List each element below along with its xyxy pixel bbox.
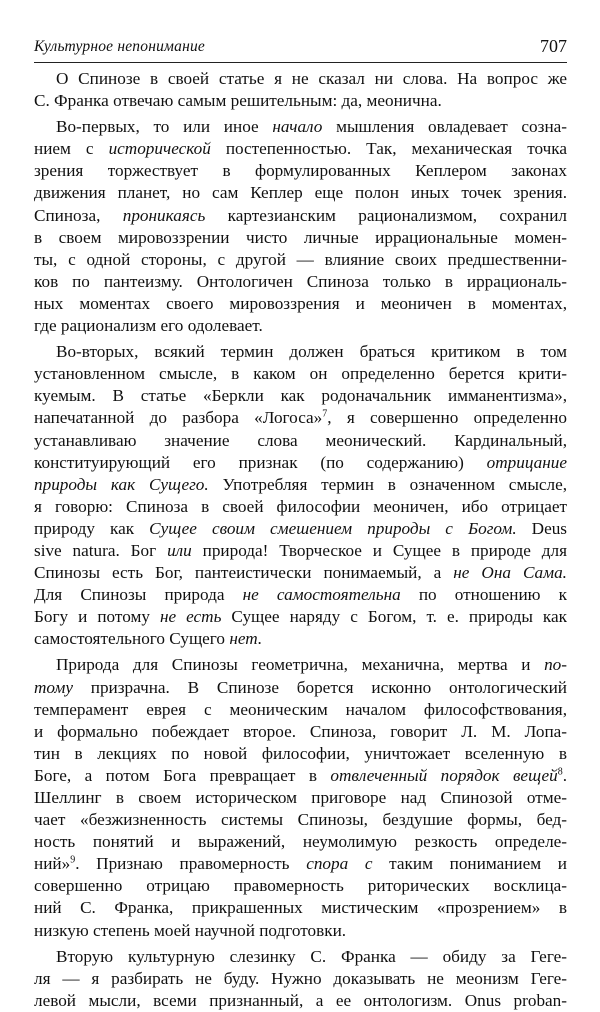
text-line: конституирующий его признак (по содержанию) отрицание bbox=[34, 452, 567, 472]
text-line: низкую степень моей научной подготовки. bbox=[34, 920, 347, 940]
text-line: ний»$^9$. Признаю правомерность спора с таким пониманием и bbox=[34, 854, 567, 874]
text-line: Во-вторых, всякий термин должен браться критиком в том bbox=[56, 342, 567, 362]
text-line: тому призрачна. В Спинозе борется исконно онтологический bbox=[34, 677, 567, 697]
text-line: куемым. В статье «Беркли как родоначальник имманентизма», bbox=[34, 386, 567, 406]
text-line: устанавливаю значение слова меонический. Кардинальный, bbox=[34, 430, 567, 450]
paragraph-4 bbox=[34, 654, 567, 941]
text-line: Богу и потому не есть Сущее наряду с Богом, т. е. природы как bbox=[34, 607, 567, 627]
text-line: самостоятельного Сущего нет. bbox=[34, 629, 263, 649]
running-title: Культурное непонимание bbox=[34, 38, 205, 55]
text-line: О Спинозе в своей статье я не сказал ни слова. На вопрос же bbox=[56, 69, 567, 88]
text-line: тин в лекциях по новой философии, уничтожает вселенную в bbox=[34, 743, 567, 763]
text-line: Спиноза, проникаясь картезианским рационализмом, сохранил bbox=[34, 205, 567, 225]
text-line: sive natura. Бог или природа! Творческое и Сущее в природе для bbox=[34, 540, 567, 560]
page-body bbox=[34, 68, 567, 1012]
text-line: Во-первых, то или иное начало мышления овладевает созна- bbox=[56, 117, 567, 137]
text-line: природы как Сущего. Употребляя термин в означенном смысле, bbox=[34, 474, 567, 494]
paragraph-3 bbox=[34, 341, 567, 650]
text-line: напечатанной до разбора «Логоса»$^7$, я совершенно определенно bbox=[34, 408, 567, 428]
text-line: я говорю: Спиноза в своей философии меоничен, ибо отрицает bbox=[34, 496, 567, 516]
text-line: зрения торжествует в формулированных Кеплером законах bbox=[34, 161, 567, 181]
text-line: Спинозы есть Бог, пантеистически понимаемый, а не Она Сама. bbox=[34, 563, 567, 583]
text-line: чает «безжизненность системы Спинозы, бездушие формы, бед- bbox=[34, 810, 567, 830]
text-line: ков по пантеизму. Онтологичен Спиноза только в иррациональ- bbox=[34, 271, 567, 291]
text-line: Шеллинг в своем историческом приговоре над Спинозой отме- bbox=[34, 788, 567, 807]
footnote-ref: 7 bbox=[322, 408, 328, 420]
text-line: темперамент еврея с меоническим началом философствования, bbox=[34, 699, 567, 719]
text-line: где рационализм его одолевает. bbox=[34, 316, 263, 336]
text-line: ных моментах своего мировоззрения и меоничен в моментах, bbox=[34, 293, 567, 313]
text-line: природу как Сущее своим смешением природы с Богом. Deus bbox=[34, 518, 567, 538]
text-line: ность понятий и выражений, неумолимую резкость определе- bbox=[34, 832, 567, 852]
text-line: ний С. Франка, прикрашенных мистическим «прозрением» в bbox=[34, 898, 567, 918]
text-line: нием с исторической постепенностью. Так, механическая точка bbox=[34, 139, 567, 159]
paragraph-1 bbox=[34, 68, 567, 112]
text-line: левой мысли, всеми признанный, а ее онтологизм. Onus proban- bbox=[34, 990, 567, 1010]
text-line: совершенно отрицаю правомерность риторических восклица- bbox=[34, 876, 567, 896]
header-rule bbox=[34, 62, 567, 63]
text-line: Вторую культурную слезинку С. Франка — обиду за Геге- bbox=[56, 946, 567, 966]
text-line: Боге, а потом Бога превращает в отвлеченный порядок вещей$^8$. bbox=[34, 765, 567, 785]
footnote-ref: 9 bbox=[70, 854, 76, 866]
text-line: и формально побеждает второе. Спиноза, говорит Л. М. Лопа- bbox=[34, 721, 567, 741]
page-number: 707 bbox=[540, 36, 567, 56]
footnote-ref: 8 bbox=[557, 766, 563, 778]
text-line: ты, с одной стороны, с другой — влияние своих предшественни- bbox=[34, 249, 567, 269]
text-line: движения планет, но сам Кеплер еще полон иных точек зрения. bbox=[34, 183, 567, 203]
paragraph-2 bbox=[34, 116, 567, 337]
text-line: Для Спинозы природа не самостоятельна по отношению к bbox=[34, 585, 567, 605]
text-line: Природа для Спинозы геометрична, механична, мертва и по- bbox=[56, 655, 567, 675]
paragraph-5 bbox=[34, 946, 567, 1012]
text-line: С. Франка отвечаю самым решительным: да, меонична. bbox=[34, 91, 442, 111]
text-line: установленном смысле, в каком он определенно берется крити- bbox=[34, 364, 567, 384]
page-header bbox=[34, 36, 567, 60]
text-line: ля — я разбирать не буду. Нужно доказывать не меонизм Геге- bbox=[34, 968, 567, 988]
text-line: в своем мировоззрении чисто личные иррациональные момен- bbox=[34, 227, 567, 247]
